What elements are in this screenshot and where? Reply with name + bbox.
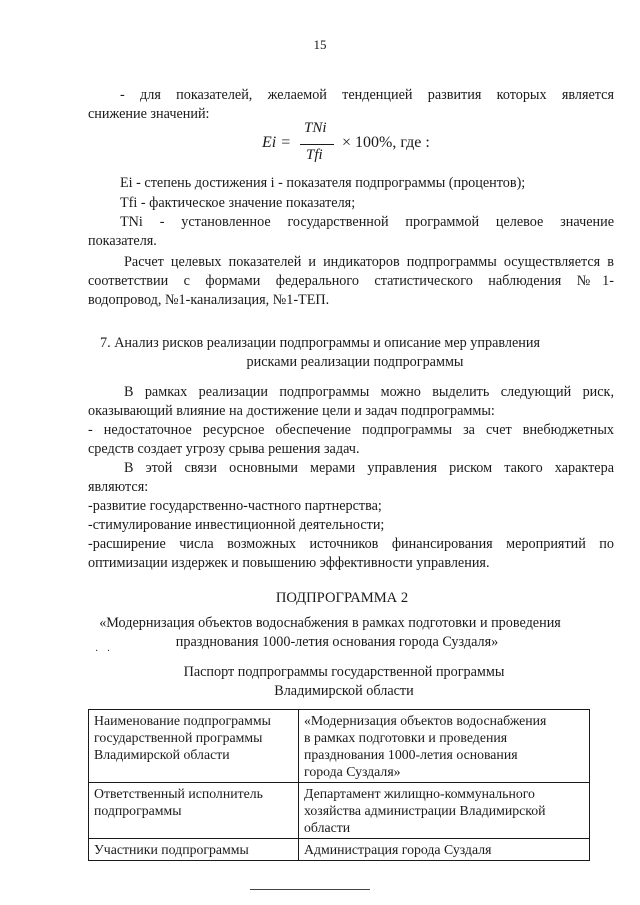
scan-marks: · · bbox=[95, 646, 114, 657]
passport-table bbox=[88, 709, 590, 861]
cell-line: Владимирской области bbox=[94, 747, 230, 762]
subprogram-heading: ПОДПРОГРАММА 2 bbox=[275, 590, 409, 606]
subprogram-name-line-1: «Модернизация объектов водоснабжения в рамках подготовки и проведения bbox=[99, 615, 561, 631]
table-row bbox=[89, 839, 590, 861]
measure-1: -развитие государственно-частного партнерства; bbox=[88, 498, 382, 514]
formula bbox=[262, 120, 502, 170]
formula-rest: × 100%, где : bbox=[342, 134, 430, 151]
definition-ei: Ei - степень достижения i - показателя подпрограммы (процентов); bbox=[120, 175, 526, 191]
section-7-p3-line-2: являются: bbox=[88, 479, 149, 495]
cell-line: празднования 1000-летия основания bbox=[304, 747, 518, 762]
footer-rule bbox=[250, 889, 370, 890]
table-row bbox=[89, 783, 590, 839]
section-7-p3-line-1: В этой связи основными мерами управления риском такого характера bbox=[124, 460, 614, 476]
cell-line: «Модернизация объектов водоснабжения bbox=[304, 713, 547, 728]
section-7-title-line-1: 7. Анализ рисков реализации подпрограммы и описание мер управления bbox=[100, 335, 540, 351]
cell-line: государственной программы bbox=[94, 730, 263, 745]
section-7-p2-line-2: средств создает угрозу срыва решения задач. bbox=[88, 441, 360, 457]
calc-line-3: водопровод, №1-канализация, №1-ТЕП. bbox=[88, 292, 330, 308]
cell-line: города Суздаля» bbox=[304, 764, 401, 779]
section-7-title-line-2: рисками реализации подпрограммы bbox=[246, 354, 464, 370]
cell-line: Наименование подпрограммы bbox=[94, 713, 271, 728]
measure-2: -стимулирование инвестиционной деятельности; bbox=[88, 517, 385, 533]
cell-line: Участники подпрограммы bbox=[94, 842, 249, 857]
passport-title-line-1: Паспорт подпрограммы государственной программы bbox=[183, 664, 505, 680]
section-7-p1-line-1: В рамках реализации подпрограммы можно выделить следующий риск, bbox=[124, 384, 614, 400]
table-row bbox=[89, 710, 590, 783]
cell-line: Департамент жилищно-коммунального bbox=[304, 786, 535, 801]
subprogram-name-line-2: празднования 1000-летия основания города Суздаля» bbox=[175, 634, 499, 650]
table-cell-value bbox=[299, 710, 590, 783]
definition-tfi: Tfi - фактическое значение показателя; bbox=[120, 195, 356, 211]
section-7-p1-line-2: оказывающий влияние на достижение цели и задач подпрограммы: bbox=[88, 403, 495, 419]
measure-3-line-1: -расширение числа возможных источников финансирования мероприятий по bbox=[88, 536, 614, 552]
section-7-p2-line-1: - недостаточное ресурсное обеспечение подпрограммы за счет внебюджетных bbox=[88, 422, 614, 438]
page-number: 15 bbox=[313, 37, 327, 52]
fraction-bar bbox=[300, 144, 334, 145]
table-cell-label bbox=[89, 839, 299, 861]
calc-line-2: соответствии с формами федерального статистического наблюдения №1- bbox=[88, 273, 614, 289]
calc-line-1: Расчет целевых показателей и индикаторов подпрограммы осуществляется в bbox=[124, 254, 614, 270]
passport-title-line-2: Владимирской области bbox=[274, 683, 414, 699]
cell-line: Ответственный исполнитель bbox=[94, 786, 263, 801]
cell-line: хозяйства администрации Владимирской bbox=[304, 803, 546, 818]
intro-line-1: - для показателей, желаемой тенденцией развития которых является bbox=[120, 87, 614, 103]
cell-line: подпрограммы bbox=[94, 803, 182, 818]
table-cell-label bbox=[89, 783, 299, 839]
formula-numerator: TNi bbox=[304, 120, 327, 136]
measure-3-line-2: оптимизации издержек и повышению эффективности управления. bbox=[88, 555, 490, 571]
definition-tni-line-2: показателя. bbox=[88, 233, 157, 249]
intro-line-2: снижение значений: bbox=[88, 106, 210, 122]
formula-lhs: Ei = bbox=[262, 134, 292, 151]
formula-denominator: Tfi bbox=[306, 147, 323, 163]
table-cell-label bbox=[89, 710, 299, 783]
cell-line: области bbox=[304, 820, 351, 835]
cell-line: Администрация города Суздаля bbox=[304, 842, 492, 857]
definition-tni-line-1: TNi - установленное государственной программой целевое значение bbox=[120, 214, 614, 230]
table-cell-value bbox=[299, 783, 590, 839]
table-cell-value bbox=[299, 839, 590, 861]
cell-line: в рамках подготовки и проведения bbox=[304, 730, 508, 745]
